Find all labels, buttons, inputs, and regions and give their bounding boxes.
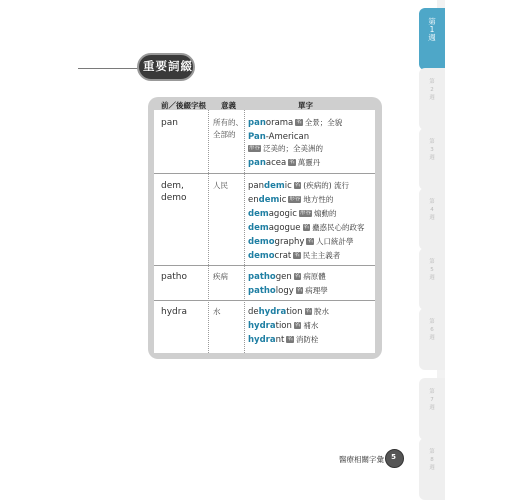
word-entry bbox=[248, 194, 333, 206]
word-definition: 民主主義者 bbox=[302, 251, 341, 260]
word-entry bbox=[248, 157, 320, 169]
word-entry bbox=[248, 250, 340, 262]
part-of-speech-badge: 形容 bbox=[249, 145, 261, 151]
part-of-speech-badge: 名 bbox=[294, 182, 301, 188]
word-prefix: en bbox=[248, 195, 259, 205]
word-definition: 補水 bbox=[303, 321, 319, 330]
word-definition: 病理學 bbox=[305, 286, 328, 295]
table-row-root: dem, demo bbox=[161, 181, 187, 203]
word-prefix: pan bbox=[248, 181, 264, 191]
word-root-highlight: pan bbox=[248, 158, 266, 168]
tab-week-3[interactable]: 第 3 週 bbox=[419, 128, 445, 190]
word-entry bbox=[248, 271, 326, 283]
part-of-speech-badge: 形容 bbox=[289, 196, 301, 202]
tab-week-2[interactable]: 第 2 週 bbox=[419, 68, 445, 130]
word-root-highlight: hydra bbox=[258, 307, 287, 317]
part-of-speech-badge: 名 bbox=[294, 322, 301, 328]
word-root-highlight: hydra bbox=[248, 321, 276, 331]
row-divider bbox=[154, 300, 375, 301]
word-definition: 全景；全貌 bbox=[304, 118, 343, 127]
word-definition: 消防栓 bbox=[295, 335, 319, 344]
tab-week-8[interactable]: 第 8 週 bbox=[419, 438, 445, 500]
word-entry bbox=[248, 131, 309, 143]
word-root-highlight: patho bbox=[248, 286, 276, 296]
table-row-meaning: 所有的、全部的 bbox=[213, 118, 243, 139]
word-rest: ic bbox=[279, 195, 287, 205]
word-entry bbox=[248, 222, 365, 234]
word-entry bbox=[248, 236, 353, 248]
tab-week-5[interactable]: 第 5 週 bbox=[419, 248, 445, 310]
header-words: 單字 bbox=[298, 101, 313, 110]
table-row-meaning: 人民 bbox=[213, 181, 228, 190]
chapter-title: 醫療相關字彙 bbox=[339, 455, 384, 464]
tab-week-1[interactable]: 第 1 週 bbox=[419, 8, 445, 70]
word-definition: 人口統計學 bbox=[315, 237, 354, 246]
part-of-speech-badge: 名 bbox=[305, 308, 312, 314]
part-of-speech-badge: 名 bbox=[296, 119, 302, 125]
table-row-meaning: 疾病 bbox=[213, 272, 228, 281]
part-of-speech-badge: 名 bbox=[287, 336, 293, 342]
word-definition: 地方性的 bbox=[303, 195, 334, 204]
word-root-highlight: demo bbox=[248, 237, 275, 247]
word-rest: tion bbox=[275, 321, 292, 331]
word-definition: 病原體 bbox=[303, 272, 326, 281]
page-number: 5 bbox=[391, 453, 396, 461]
word-rest: nt bbox=[275, 335, 285, 345]
word-root-highlight: hydra bbox=[248, 335, 276, 345]
word-root-highlight: patho bbox=[248, 272, 276, 282]
part-of-speech-badge: 名 bbox=[303, 224, 310, 230]
word-entry bbox=[248, 306, 329, 318]
table-row-root: pan bbox=[161, 118, 178, 128]
word-rest: ic bbox=[284, 181, 292, 191]
word-root-highlight: dem bbox=[248, 223, 269, 233]
word-definition: 泛美的；全美洲的 bbox=[263, 144, 324, 153]
table-row-meaning: 水 bbox=[213, 307, 221, 316]
word-definition: 煽動的 bbox=[313, 209, 337, 218]
column-divider bbox=[208, 110, 209, 353]
row-divider bbox=[154, 265, 375, 266]
word-prefix: de bbox=[248, 307, 259, 317]
word-entry bbox=[248, 143, 323, 155]
word-entry bbox=[248, 208, 336, 220]
word-definition: 蠱惑民心的政客 bbox=[312, 223, 365, 232]
word-root-highlight: dem bbox=[248, 209, 269, 219]
part-of-speech-badge: 名 bbox=[289, 159, 295, 165]
word-rest: gen bbox=[275, 272, 292, 282]
word-root-highlight: Pan bbox=[248, 132, 266, 142]
word-entry bbox=[248, 334, 318, 346]
word-root-highlight: demo bbox=[248, 251, 275, 261]
word-rest: acea bbox=[265, 158, 287, 168]
word-rest: orama bbox=[265, 118, 294, 128]
section-title: 重要詞綴 bbox=[143, 59, 193, 73]
table-row-root: hydra bbox=[161, 307, 187, 317]
word-rest: crat bbox=[274, 251, 292, 261]
tab-week-4[interactable]: 第 4 週 bbox=[419, 188, 445, 250]
row-divider bbox=[154, 173, 375, 174]
word-root-highlight: dem bbox=[264, 181, 285, 191]
header-root: 前／後綴字根 bbox=[161, 101, 206, 110]
word-rest: tion bbox=[286, 307, 303, 317]
table-row-root: patho bbox=[161, 272, 187, 282]
word-entry bbox=[248, 320, 318, 332]
part-of-speech-badge: 形容 bbox=[299, 210, 311, 216]
word-root-highlight: pan bbox=[248, 118, 266, 128]
tab-week-7[interactable]: 第 7 週 bbox=[419, 378, 445, 440]
word-rest: agogic bbox=[268, 209, 297, 219]
tab-week-6[interactable]: 第 6 週 bbox=[419, 308, 445, 370]
part-of-speech-badge: 名 bbox=[307, 238, 313, 244]
word-entry bbox=[248, 285, 328, 297]
part-of-speech-badge: 名 bbox=[296, 287, 303, 293]
heading-rule bbox=[78, 68, 138, 69]
word-rest: -American bbox=[265, 132, 310, 142]
word-definition: (疾病的) 流行 bbox=[303, 181, 350, 190]
part-of-speech-badge: 名 bbox=[294, 252, 300, 258]
header-meaning: 意義 bbox=[221, 101, 236, 110]
word-rest: logy bbox=[275, 286, 294, 296]
word-entry bbox=[248, 180, 349, 192]
word-rest: agogue bbox=[268, 223, 301, 233]
word-entry bbox=[248, 117, 342, 129]
part-of-speech-badge: 名 bbox=[294, 273, 301, 279]
word-definition: 脫水 bbox=[314, 307, 330, 316]
word-root-highlight: dem bbox=[258, 195, 280, 205]
word-rest: graphy bbox=[274, 237, 305, 247]
word-definition: 萬靈丹 bbox=[297, 158, 321, 167]
